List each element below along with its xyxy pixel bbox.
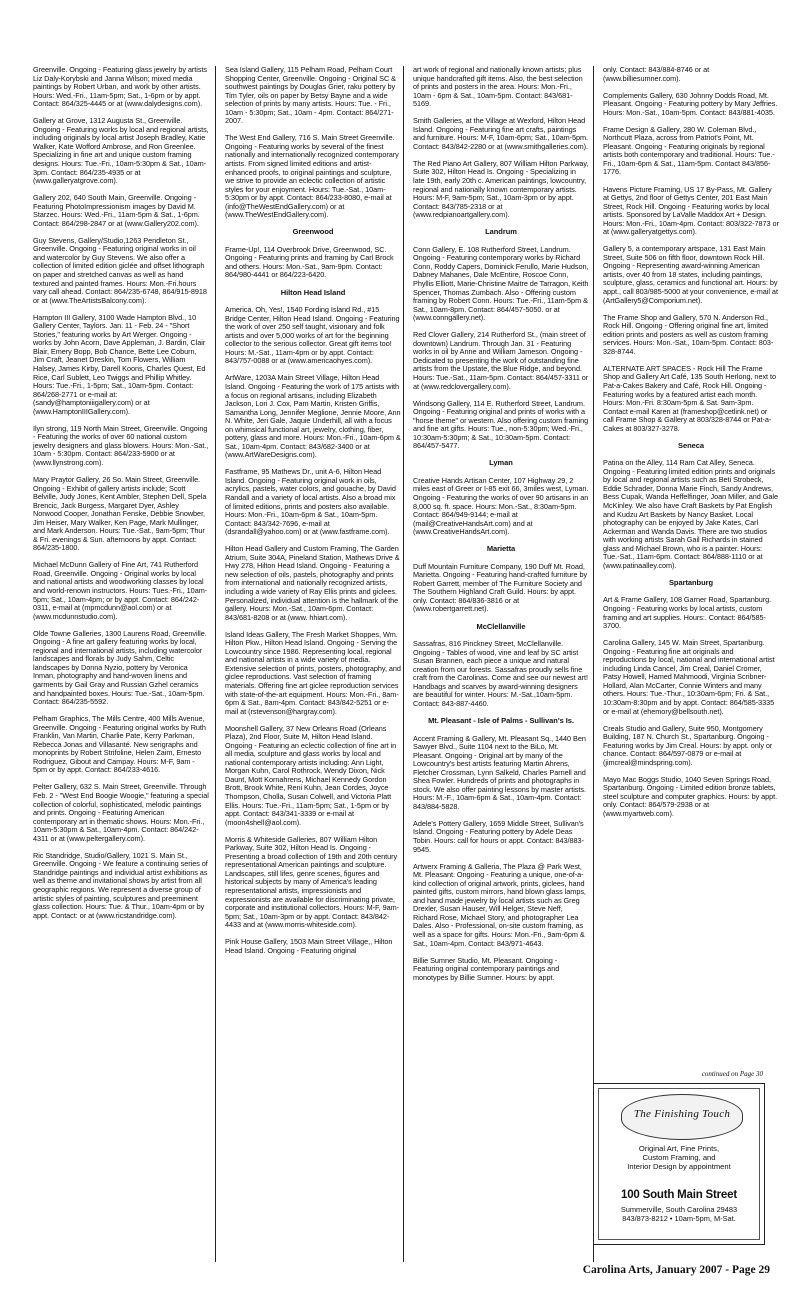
column-divider [215, 66, 216, 1262]
listing-entry: Frame-Up!, 114 Overbrook Drive, Greenwood, SC. Ongoing - Featuring prints and framing by Carl Brock and others. Hours: Mon.-Sat., 9am-9pm. Contact: 864/980-4441 or 864/223-6420. [225, 244, 394, 280]
listing-entry: Gallery 5, a contemporary artspace, 131 East Main Street, Suite 506 on fifth floor, downtown Rock Hill. Ongoing - Representing award-winning American artists, over 40 from 18 states, including paintings, sculpture, glass, ceramics and functional art. Hours: by appt., call 803/985-5000 at your convenience, e-mail at (ArtGallery5@Comporium.net). [603, 244, 778, 305]
listing-entry: Art & Frame Gallery, 108 Garner Road, Spartanburg. Ongoing - Featuring works by local artists, custom framing and art supplies. Hours:. Contact: 864/585-3700. [603, 595, 772, 631]
continued-note: continued on Page 30 [701, 1070, 763, 1078]
listing-entry: Creals Studio and Gallery, Suite 950, Montgomery Building, 187 N. Church St., Spartanburg. Ongoing - Featuring works by Jim Creal. Hours: by appt. only or chance. Contact: 864/597-0879 or e-mail at (jimcreal@mindspring.com). [603, 723, 773, 767]
listing-entry: Conn Gallery, E. 108 Rutherford Street, Landrum. Ongoing - Featuring contemporary works by Richard Conn, Roddy Capers, Dominick Ferullo, Marie Hudson, Dabney Mahanes, Dale McEntire, Roscoe Conn, Phyllis Elliott, Marie-Christine Maitre de Tarragon, Keith Spencer, Thomas Zumbach. Also - Offering custom framing by Robert Conn. Hours: Tue.-Fri., 11am-5pm & Sat., 10am-8pm. Contact: 864/457-5050. or at (www.conngallery.net). [413, 244, 589, 323]
listing-entry: Fastframe, 95 Mathews Dr., unit A-6, Hilton Head Island. Ongoing - Featuring original work in oils, acrylics, pastels, water colors, and gouache, by David Randall and a variety of local artists. Also a broad mix of limited editions, prints and posters also available. Hours: Mon.-Fri., 10am-6pm & Sat., 10am-5pm. Contact: 843/342-7696, e-mail at (dsrandall@yahoo.com) or at (www.fastframe.com). [225, 467, 396, 537]
listing-entry: art work of regional and nationally known artists; plus unique handcrafted gift items. Also, the best selection of prints and posters in the area. Hours: Mon.-Fri., 10am - 6pm & Sat., 10am-5pm. Contact: 843/681-5169. [413, 65, 583, 109]
section-heading: Mt. Pleasant - Isle of Palms - Sullivan's Is. [428, 715, 574, 725]
listing-entry: Creative Hands Artisan Center, 107 Highway 29, 2 miles east of Greer or I-85 exit 66, 3miles west, Lyman. Ongoing - Featuring the works of over 90 artisans in an 8,000 sq. ft. space. Hours: Mon.-Sat., 8:30am-5pm. Contact: 864/949-9144; e-mail at (mail@CreativeHandsArt.com) and at (www.CreativeHandsArt.com). [413, 475, 589, 537]
listing-entry: The Frame Shop and Gallery, 570 N. Anderson Rd., Rock Hill. Ongoing - Offering original fine art, limited edition prints and posters as well as custom framing services. Hours: Mon.-Sat., 10am-5pm. Contact: 803-328-8744. [603, 312, 774, 356]
listing-entry: America. Oh, Yes!, 1540 Fording Island Rd., #15 Bridge Center, Hilton Head Island. Ongoing - Featuring the work of over 250 self taught, visionary and folk artists and over 5,000 works of art for the beginning collector to the serious collector. Great gift items too! Hours: M.-Sat., 11am-4pm or by appt. Contact: 843/757-0088 or at (www.americaohyes.com). [225, 305, 400, 366]
listing-entry: Windsong Gallery, 114 E. Rutherford Street, Landrum. Ongoing - Featuring original and prints of works with a "horse theme" or western. Also offering custom framing and fine art gifts. Hours: Tue., non-5:30pm; Wed.-Fri., 10:30am-5:30pm; & Sat., 10:30am-5pm. Contact: 864/457-5477. [413, 398, 589, 451]
listing-entry: Duff Mountain Furniture Company, 190 Duff Mt. Road, Marietta. Ongoing - Featuring hand-crafted furniture by Robert Garrett, member of The Furniture Society and The Southern Highland Craft Guild. Hours: by appt. only. Contact: 864/836-3816 or at (www.robertgarrett.net). [413, 561, 588, 614]
listing-entry: The Red Piano Art Gallery, 807 William Hilton Parkway, Suite 302, Hilton Head Is. Ongoing - Specializing in late 19th, early 20th c. American paintings, lowcountry, regional and nationally known contemporary artists. Hours: M-F, 9am-5pm; Sat., 10am-3pm or by appt. Contact: 843/785-2318 or at (www.redpianoartgallery.com). [413, 158, 589, 220]
listing-entry: Sea Island Gallery, 115 Pelham Road, Pelham Court Shopping Center, Greenville. Ongoing - Original SC & southwest paintings by Douglas Grier, raku pottery by Tim Tyler, oils on paper by Betsy Bayne and a wide selection of prints by many artists. Hours: Tue. - Fri., 10am - 5:30pm; Sat., 10am - 4pm. Contact: 864/271-2007. [225, 65, 396, 126]
listing-entry: Michael McDunn Gallery of Fine Art, 741 Rutherford Road, Greenville. Ongoing - Original works by local and national artists and woodworking classes by local and world-renown instructors. Hours: Tues.-Fri., 10am-5pm; Sat., 10am-4pm; or by appt. Contact: 864/242-0311, e-mail at (mpmcdunn@aol.com) or at (www.mcdunnstudio.com). [33, 560, 208, 621]
ad-services [605, 1144, 753, 1172]
section-heading: Seneca [678, 440, 704, 450]
column-divider [403, 66, 404, 1262]
listing-entry: Pink House Gallery, 1503 Main Street Village,, Hilton Head Island. Ongoing - Featuring original [225, 937, 393, 955]
listing-entry: Artwerx Framing & Galleria, The Plaza @ Park West, Mt. Pleasant. Ongoing - Featuring a unique, one-of-a-kind collection of original artwork, prints, giclees, hand painted gifts, custom mirrors, hand blown glass lamps, and hand made jewelry by local artists such as Greg Drexler, Susan Hauser, Will Helger, Steve Neff, Richard Rose, Michael Story, and photographer Lea Dales. Also - Professional, on-site custom framing, as well as a space for gifts. Hours: Mon.-Fri., 9am-6pm & Sat., 10am-4pm. Contact: 843/971-4643. [413, 861, 586, 948]
section-heading: Spartanburg [668, 577, 714, 587]
section-heading: Lyman [489, 458, 513, 468]
listing-entry: Red Clover Gallery, 214 Rutherford St., (main street of downtown) Landrum. Through Jan. 31 - Featuring works in oil by Anne and William Jameson. Ongoing - Dedicated to presenting the work of outstanding fine artists from the Upstate, the Blue Ridge, and beyond. Hours: Tue.-Sat., 11am-5pm. Contact: 864/457-3311 or at (www.redclovergallery.com). [413, 330, 589, 391]
section-heading: Hilton Head Island [280, 287, 346, 297]
listing-entry: Mary Praytor Gallery, 26 So. Main Street, Greenville. Ongoing - Exhibit of gallery artists include; Scott Belville, Judy Jones, Kent Ambler, Stephen Dell, Spela Brencic, Jack Burgess, Margaret Dyer, Ashley Norwood Cooper, Jonathan Fenske, Debbie Snowber, Jim Heiser, Mary Walker, Ken Page, Mark Mullinger, and Mark Anderson. Hours: Tue.-Sat., 9am-5pm; Thur & Fri. evenings & Sun. afternoons by appt. Contact: 864/235-1800. [33, 474, 207, 553]
listing-entry: Smith Galleries, at the Village at Wexford, Hilton Head Island. Ongoing - Featuring fine art crafts, paintings and furniture. Hours: M-F, 10am-6pm; Sat., 10am-5pm. Contact: 843/842-2280 or at (www.smithgalleries.com). [413, 116, 589, 151]
listing-entry: Gallery 202, 640 South Main, Greenville. Ongoing - Featuring PhotoImpressionism images by David M. Starzec. Hours: Wed.-Fri., 11am-5pm & Sat., 1-6pm. Contact: 864/298-2847 or at (www.Gallery202.com). [33, 193, 200, 228]
listing-entry: Guy Stevens, Gallery/Studio,1263 Pendleton St., Greenville. Ongoing - Featuring original works in oil and watercolor by Guy Stevens. We also offer a collection of limited edition giclée and offset lithograph on paper and stretched canvas as well as hand textured and painted frames. Hours: Mon.-Fri.hours vary call ahead. Contact: 864/235-6748, 864/915-8918 or at (www.TheArtistsBalcony.com). [33, 235, 207, 305]
ad-line: Custom Framing, and [642, 1153, 716, 1163]
listing-entry: Ilyn strong, 119 North Main Street, Greenville. Ongoing - Featuring the works of over 60 national custom jewelry designers and glass blowers. Hours: Mon.-Sat., 10am - 5:30pm. Contact: 864/233-5900 or at (www.llynstrong.com). [33, 423, 209, 467]
listing-entry: Pelham Graphics, The Mills Centre, 400 Mills Avenue, Greenville. Ongoing - Featuring original works by Ruth Franklin, Van Martin, Charlie Pate, Kerry Parkman, Rebecca Jonas and Villasanté. New serigraphs and monoprints by Robert Strifoline, Helen Zaim, Ernesto Rodriguez, Gibout and Campay. Hours: M-F, 9am - 5pm or by appt. Contact: 864/233-4616. [33, 714, 206, 775]
listing-entry: Ric Standridge, Studio/Gallery, 1021 S. Main St., Greenville. Ongoing - We feature a continuing series of Standridge paintings and individual artist exhibitions as well as theme and invitational shows by artist from all geographic regions. We represent a diverse group of artistic styles of painting, sculptures and preeminent glass collection. Hours: Tue. & Thur., 10am-4pm or by appt. Contact: or at (www.ricstandridge.com). [33, 850, 208, 920]
ad-city: Summerville, South Carolina 29483 [620, 1205, 738, 1214]
listing-entry: only. Contact: 843/884-8746 or at (www.billiesumner.com). [603, 65, 710, 83]
section-heading: Landrum [485, 227, 517, 237]
listing-entry: The West End Gallery, 716 S. Main Street Greenville. Ongoing - Featuring works by several of the finest nationally and internationally recognized contemporary artists. From signed limited editions and artist-enhanced proofs, to original paintings and sculpture, we strive to provide an eclectic collection of artistic styles for your enjoyment. Hours: Tue.-Sat., 10am-5:30pm or by appt. Contact: 864/233-8080, e-mail at (info@TheWestEndGallery.com) or at (www.TheWestEndGallery.com). [225, 133, 399, 220]
advertisement [593, 1083, 765, 1245]
page-footer: Carolina Arts, January 2007 - Page 29 [582, 1264, 770, 1276]
ad-contact [605, 1205, 753, 1223]
listing-entry: Carolina Gallery, 145 W. Main Street, Spartanburg. Ongoing - Featuring fine art originals and reproductions by local, national and international artist including Linda Cancel, Jim Creal, Daniel Cromer, Patsy Howell, Hamed Mahmoodi, Virginia Scribner-Hollard, Alan McCarter, Connie Winters and many others. Hours: Tue.-Thur., 10:30am-6pm; Fri. & Sat., 10:30am-8:30pm and by appt. Contact: 864/585-3335 or e-mail at (ehemory@bellsouth.net). [603, 638, 775, 716]
listing-entry: Complements Gallery, 630 Johnny Dodds Road, Mt. Pleasant. Ongoing - Featuring pottery by Mary Jeffries. Hours: Mon.-Sat., 10am-5pm. Contact: 843/881-4035. [603, 90, 778, 117]
listing-entry: Havens Picture Framing, US 17 By-Pass, Mt. Gallery at Gettys, 2nd floor of Gettys Center, 201 East Main Street, Rock Hill. Ongoing - Featuring works by local artists. Sponsored by LaValle Maddox Art + Design. Hours: Mon.-Fri., 10am-4pm. Contact: 803/322-7873 or at (www.galleryatgettys.com). [603, 184, 779, 237]
listing-entry: Greenville. Ongoing - Featuring glass jewelry by artists Liz Daly-Korybski and Janna Wilson; mixed media paintings by Robert Urban, and work by other artists. Hours: Wed.-Fri., 11am-5pm; Sat., 1-6pm or by appt. Contact: 864/325-4445 or at (www.dalydesigns.com). [33, 65, 208, 109]
column-4 [603, 66, 779, 827]
column-1 [33, 66, 209, 929]
listing-entry: Pelter Gallery, 632 S. Main Street, Greenville. Through Feb. 2 - "West End Boogie Woogie," featuring a special collection of colorful, sophisticated, melodic paintings and prints. Ongoing - Featuring American contemporary art in thematic shows. Hours: Mon.-Fri., 10am-5:30pm & Sat., 10am-4pm. Contact: 864/242-4311 or at (www.peltergallery.com). [33, 782, 209, 843]
listing-entry: Hampton III Gallery, 3100 Wade Hampton Blvd., 10 Gallery Center, Taylors. Jan. 11 - Feb. 24 - "Short Stories," featuring works by Art Werger. Ongoing - works by John Acorn, Dave Appleman, J. Bardin, Clair Blair, Emery Bopp, Bob Chance, Bette Lee Coburn, Jim Craft, Jeanet Dreskin, Tom Flowers, William Halsey, James Kirby, Darell Koons, Charles Quest, Ed Rice, Carl Sublett, Leo Twiggs and Phillip Whitley. Hours: Tue.-Fri., 1-5pm; Sat., 10am-5pm. Contact: 864/268-2771 or e-mail at: (sandy@hamptoniiigallery.com) or at (www.HamptonIIIGallery.com). [33, 312, 206, 416]
ad-frame [598, 1088, 760, 1240]
ad-line: Interior Design by appointment [627, 1162, 731, 1172]
section-heading: McClellanville [476, 621, 526, 631]
ad-logo [621, 1094, 743, 1140]
listing-entry: Morris & Whiteside Galleries, 807 William Hilton Parkway, Suite 302, Hilton Head Is. Ongoing - Presenting a broad collection of 19th and 20th century representational American paintings and sculpture. Landscapes, still lifes, genre scenes, figures and historical subjects by many of America's leading representational artists, impressionists and expressionists are available for discriminating private, corporate and institutional collectors. Hours: M-F, 9am-5pm; Sat., 10am-3pm or by appt. Contact: 843/842-4433 and at (www.morris-whiteside.com). [225, 834, 400, 930]
listing-entry: Patina on the Alley, 114 Ram Cat Alley, Seneca. Ongoing - Featuring limited edition prints and originals by local and regional artists such as Beti Strobeck, Eddie Schrader, Donna Marie Finch, Sandy Andrews, Bess Cupak, Wanda Heffelfinger, Joan Miller, and Gale McKinley. We also have Craft Baskets by Pat English and Kudzu Art Baskets by Nancy Basket. Local photography can be enjoyed by Jake Kates, Carl Ackerman and Wanda Davis. There are two studios with working artists Sarah Gail Richards in stained glass and Michael Brown, who is a painter. Hours: Tue.-Sat., 11am-6pm. Contact: 864/888-1110 or at (www.patinaalley.com). [603, 458, 779, 570]
column-3 [413, 66, 589, 991]
ad-logo-text: The Finishing Touch [633, 1108, 731, 1120]
section-heading: Marietta [486, 544, 516, 554]
listing-entry: Moonshell Gallery, 37 New Orleans Road (Orleans Plaza), 2nd Floor, Suite M, Hilton Head Island. Ongoing - Featuring an eclectic collection of fine art in all media, sculpture and glass works by local and national contemporary artists including: Ann Light, Morgan Kuhn, Carol Rothrock, Wendy Dixon, Nick Daunt, Mott Kornahrens, Michael Kennedy Gordon Brott, Brook White, Reni Kuhn, Jean Cordes, Joyce Thompson, Cholla, Susan Colwell, and Victoria Platt Ellis. Hours: Tue.-Fri., 11am-5pm; Sat., 1-5pm or by appt. Contact: 843/341-3339 or e-mail at (moon4shell@aol.com). [225, 723, 397, 827]
listing-entry: Mayo Mac Boggs Studio, 1040 Seven Springs Road, Spartanburg. Ongoing - Limited edition bronze tablets, steel sculpture and computer graphics. Hours: by appt. only. Contact: 864/579-2938 or at (www.myartweb.com). [603, 774, 778, 818]
listing-entry: ArtWare, 1203A Main Street Village, Hilton Head Island. Ongoing - Featuring the work of 175 artists with a focus on regional artisans, including Elizabeth Jackson, Lori J. Cox, Pam Martin, Kristen Griffis, Samantha Long, Jennifer Meglione, Jennie Moore, Ann N. White, Jeri Gale, Jaquie Underhill, all with a focus on whimsical functional art, jewelry, clothing, fiber, pottery, glass and more. Hours: Mon.-Fri., 10am-6pm & Sat., 10am-4pm. Contact: 843/682-3400 or at (www.ArtWareDesigns.com). [225, 373, 401, 460]
listing-entry: Adele's Pottery Gallery, 1659 Middle Street, Sullivan's Island. Ongoing - Featuring pottery by Adele Deas Tobin. Hours: call for hours or appt. Contact: 843/883-9545. [413, 818, 584, 854]
listing-entry: ALTERNATE ART SPACES - Rock Hill The Frame Shop and Gallery Art Café, 135 South Herlong, next to Pat-a-Cakes Bakery and Café, Rock Hill. Ongoing - Featuring works by a featured artist each month. Hours: Mon.-Fri. 8:30am-5pm & Sat. 9am-3pm. Contact e-mail Karen at (frameshop@cetlink.net) or call Frame Shop & Gallery at 803/328-8744 or Pat-a-Cakes at 803/327-3278. [603, 363, 776, 433]
listing-entry: Gallery at Grove, 1312 Augusta St., Greenville. Ongoing - Featuring works by local and regional artists, including originals by local artist Joseph Bradley, Katie Walker, Kate Wofford Ambrose, and Ron Greenlee. Specializing in fine art and unique custom framing designs. Hours: Tue.-Fri., 10am-5:30pm & Sat., 10am-3pm. Contact: 864/235-4935 or at (www.galleryatgrove.com). [33, 116, 209, 186]
listing-entry: Island Ideas Gallery, The Fresh Market Shoppes, Wm. Hilton Pkw., Hilton Head Island. Ongoing - Serving the Lowcountry since 1986. Representing local, regional and national artists in a wide variety of media. Extensive selection of prints, posters, photography, and giclee reproductions. Vast selection of framing materials. Offering fine art giclee reproduction services with state-of-the-art equipment. Hours: Mon.-Fri., 8am-6pm & Sat., 8am-4pm. Contact: 843/842-5251 or e-mail at (rstevenson@hargray.com). [225, 629, 401, 716]
listing-entry: Olde Towne Galleries, 1300 Laurens Road, Greenville. Ongoing - A fine art gallery featuring works by local, regional and international artists, including watercolor landscapes and florals by Judy Sahm, Celtic landscapes by Donna Nyzio, pottery by Veronica Inman, photography and hand-woven linens and garments by Gail Gray and Russian Gzhel ceramics and handpainted boxes. Hours: Tue.-Sat., 10am-5pm. Contact: 864/235-5592. [33, 628, 207, 707]
listing-entry: Hilton Head Gallery and Custom Framing, The Garden Atrium, Suite 304A, Pineland Station, Mathews Drive & Hwy 278, Hilton Head Island. Ongoing - Featuring a new selection of oils, pastels, photography and prints from international and nationally recognized artists, including a wide variety of Ray Ellis prints and giclees. Personalized, individual attention is the hallmark of the gallery. Hours: Mon.-Sat., 10am-6pm. Contact: 843/681-8208 or at (www. hhiart.com). [225, 544, 400, 622]
column-2 [225, 66, 401, 964]
listing-entry: Sassafras, 816 Pinckney Street, McClellanville. Ongoing - Tables of wood, vine and leaf by SC artist Susan Brannen, each piece a unique and natural creation from our forests. Sassafras proudly sells fine craft from the Carolinas. Come and see our newest art! Handbags and scarves by award-winning designers are beautiful for winter. Hours: M.-Sat.,10am-5pm. Contact: 843-887-4460. [413, 639, 588, 708]
listing-entry: Billie Sumner Studio, Mt. Pleasant. Ongoing - Featuring original contemporary paintings and monotypes by Billie Sumner. Hours: by appt. [413, 955, 560, 982]
ad-line: Original Art, Fine Prints, [638, 1144, 720, 1153]
section-heading: Greenwood [292, 227, 334, 237]
listing-entry: Accent Framing & Gallery, Mt. Pleasant Sq., 1440 Ben Sawyer Blvd., Suite 1104 next to the BiLo, Mt. Pleasant. Ongoing - Original art by many of the Lowcountry's best artists featuring Martin Ahrens, Fletcher Crossman, Lynn Salkeld, Charles Parnell and Shea Fowler. Hundreds of prints and photographs in stock. We also offer painting lessons by master artists. Hours: M.-F., 10am-6pm & Sat., 10am-4pm. Contact: 843/884-5828. [413, 733, 586, 811]
listing-entry: Frame Design & Gallery, 280 W. Coleman Blvd., Northcutt Plaza, across from Patriot's Point, Mt. Pleasant. Ongoing - Featuring originals by regional artists both contemporary and traditional. Hours: Tue.-Fri., 10am-6pm & Sat., 11am-5pm. Contact 843/856-1776. [603, 124, 775, 177]
ad-phone-hours: 843/873-8212 • 10am-5pm, M-Sat. [622, 1214, 736, 1223]
ad-address: 100 South Main Street [621, 1189, 737, 1201]
